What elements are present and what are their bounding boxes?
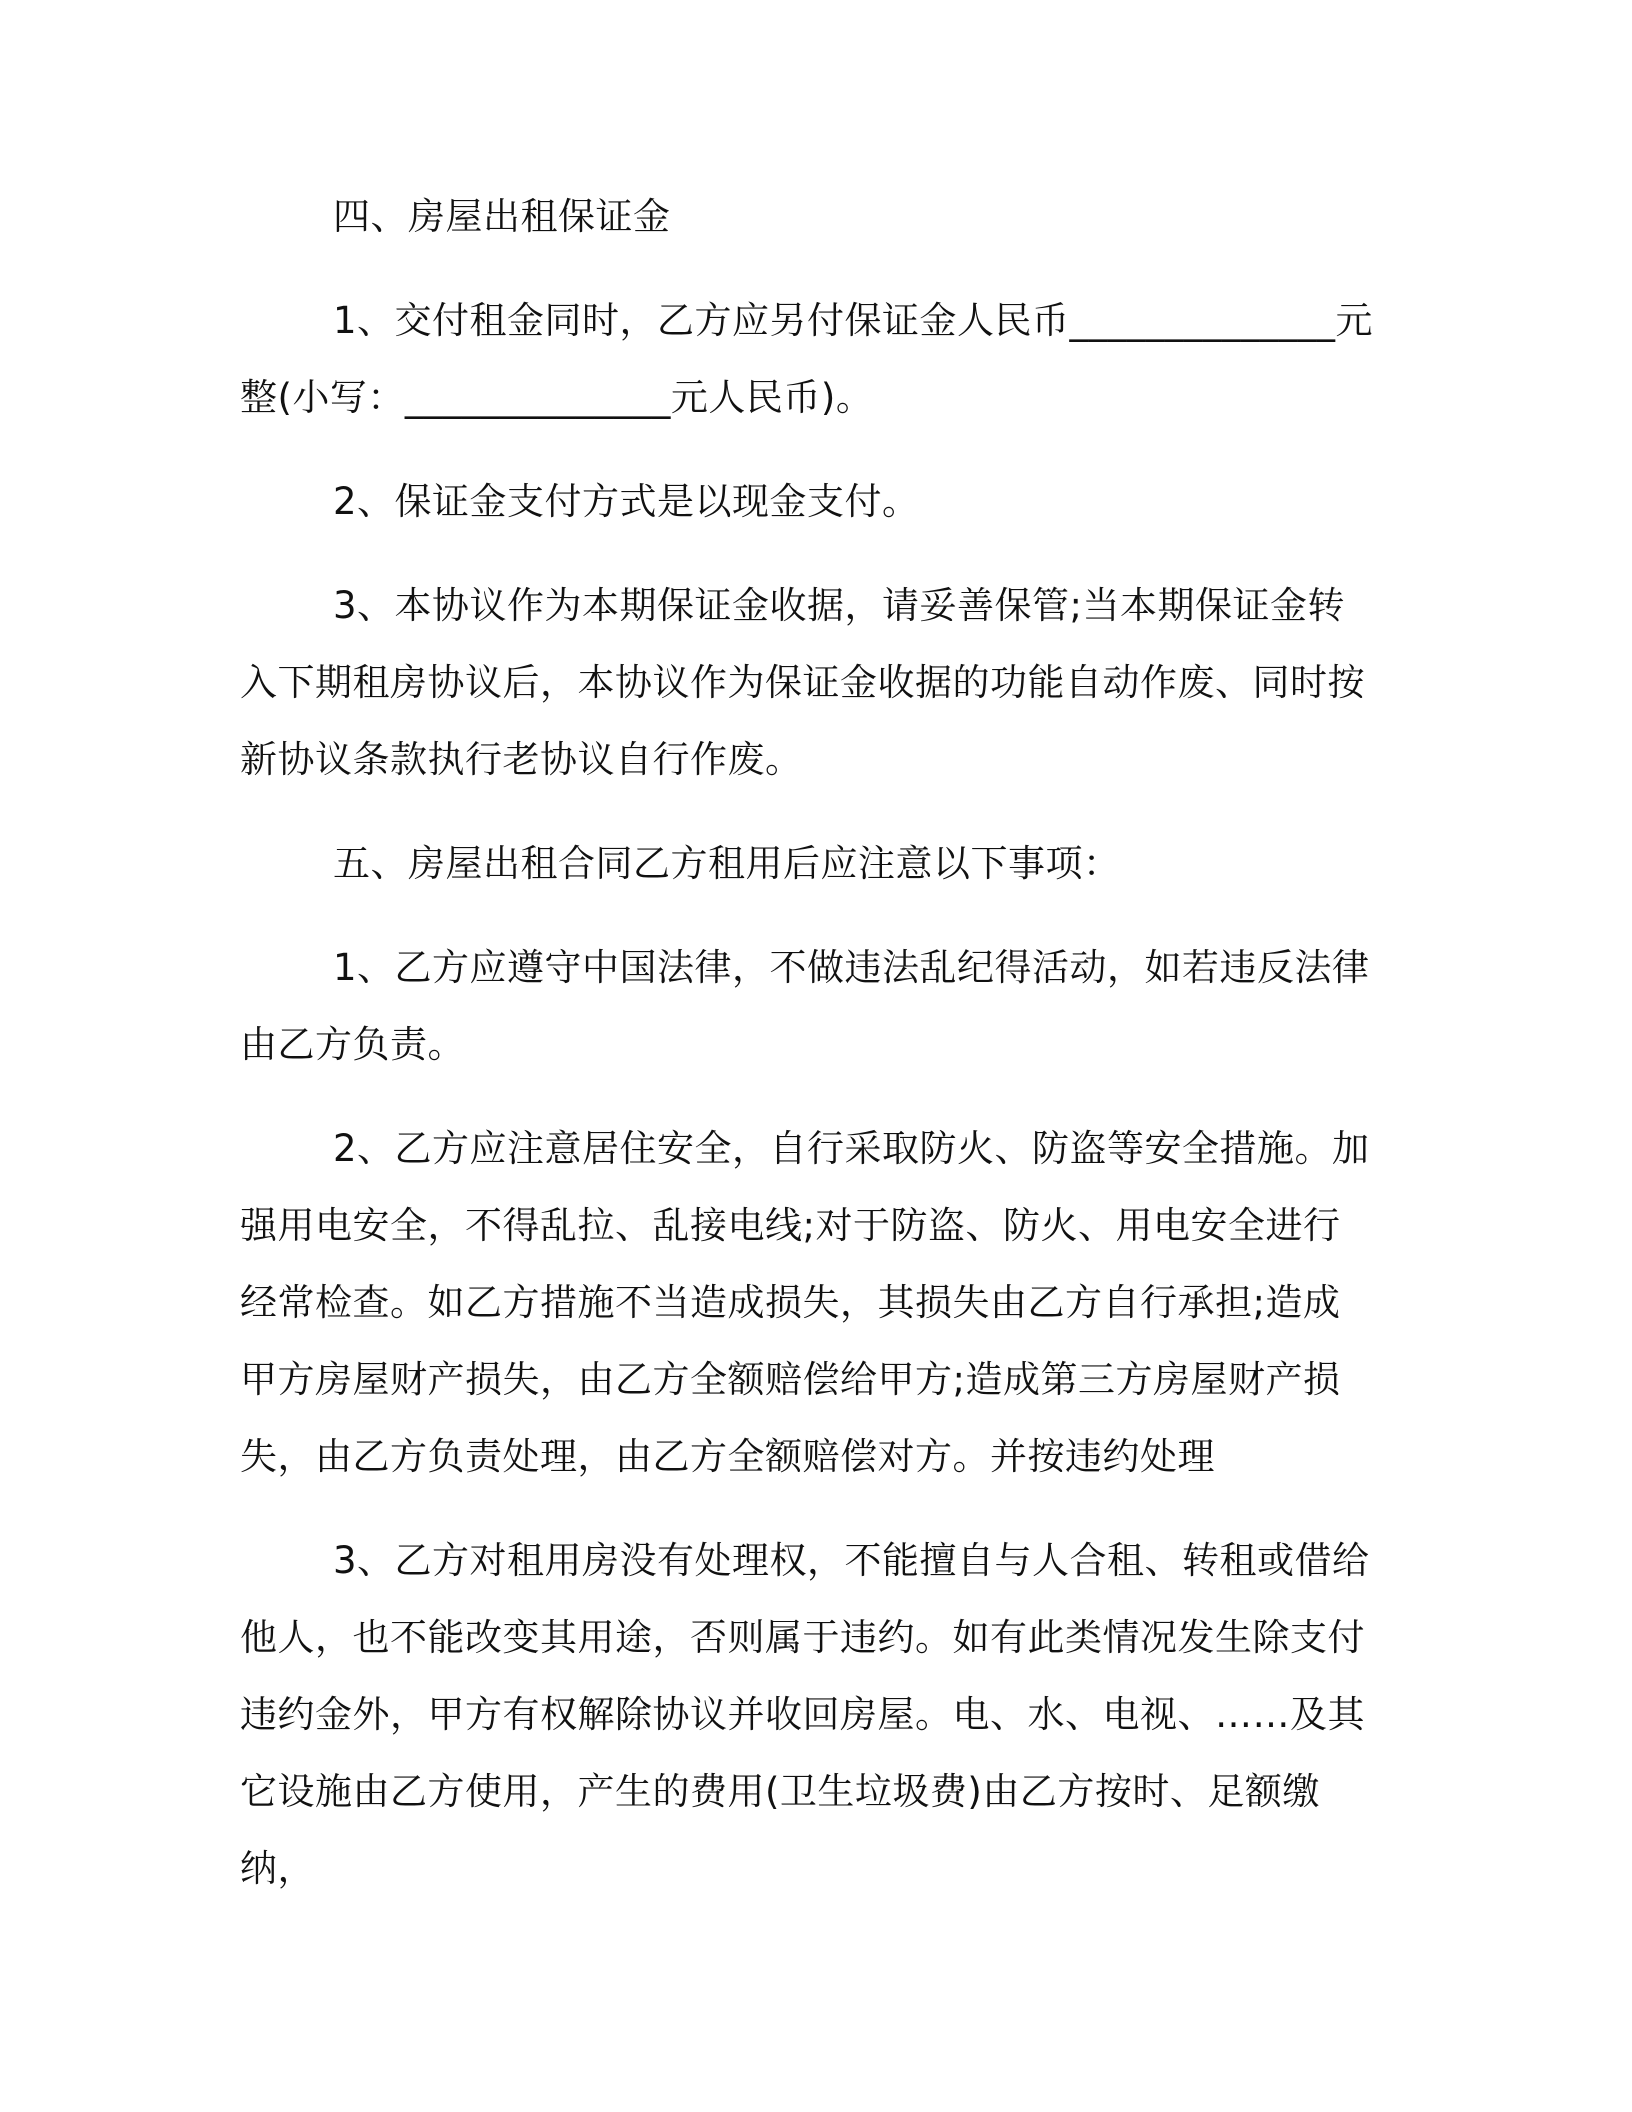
- document-body: [240, 178, 1374, 1907]
- clause-safety: 2、乙方应注意居住安全，自行采取防火、防盗等安全措施。加强用电安全，不得乱拉、乱接电线;对于防盗、防火、用电安全进行经常检查。如乙方措施不当造成损失，其损失由乙方自行承担;造成甲方房屋财产损失，由乙方全额赔偿给甲方;造成第三方房屋财产损失，由乙方负责处理，由乙方全额赔偿对方。并按违约处理: [240, 1127, 1370, 1478]
- section-heading-deposit: 四、房屋出租保证金: [333, 195, 671, 238]
- section-heading-tenant-notes: 五、房屋出租合同乙方租用后应注意以下事项：: [333, 842, 1121, 885]
- clause-obey-law: 1、乙方应遵守中国法律，不做违法乱纪得活动，如若违反法律由乙方负责。: [240, 946, 1370, 1066]
- clause-deposit-receipt: 3、本协议作为本期保证金收据，请妥善保管;当本期保证金转入下期租房协议后，本协议作为保证金收据的功能自动作废、同时按新协议条款执行老协议自行作废。: [240, 584, 1365, 781]
- clause-no-sublet: 3、乙方对租用房没有处理权，不能擅自与人合租、转租或借给他人，也不能改变其用途，否则属于违约。如有此类情况发生除支付违约金外，甲方有权解除协议并收回房屋。电、水、电视、……及其它设施由乙方使用，产生的费用(卫生垃圾费)由乙方按时、足额缴纳，: [240, 1539, 1370, 1890]
- clause-deposit-amount: 1、交付租金同时，乙方应另付保证金人民币______________元整(小写：______________元人民币)。: [240, 299, 1374, 419]
- clause-deposit-payment-method: 2、保证金支付方式是以现金支付。: [333, 480, 920, 523]
